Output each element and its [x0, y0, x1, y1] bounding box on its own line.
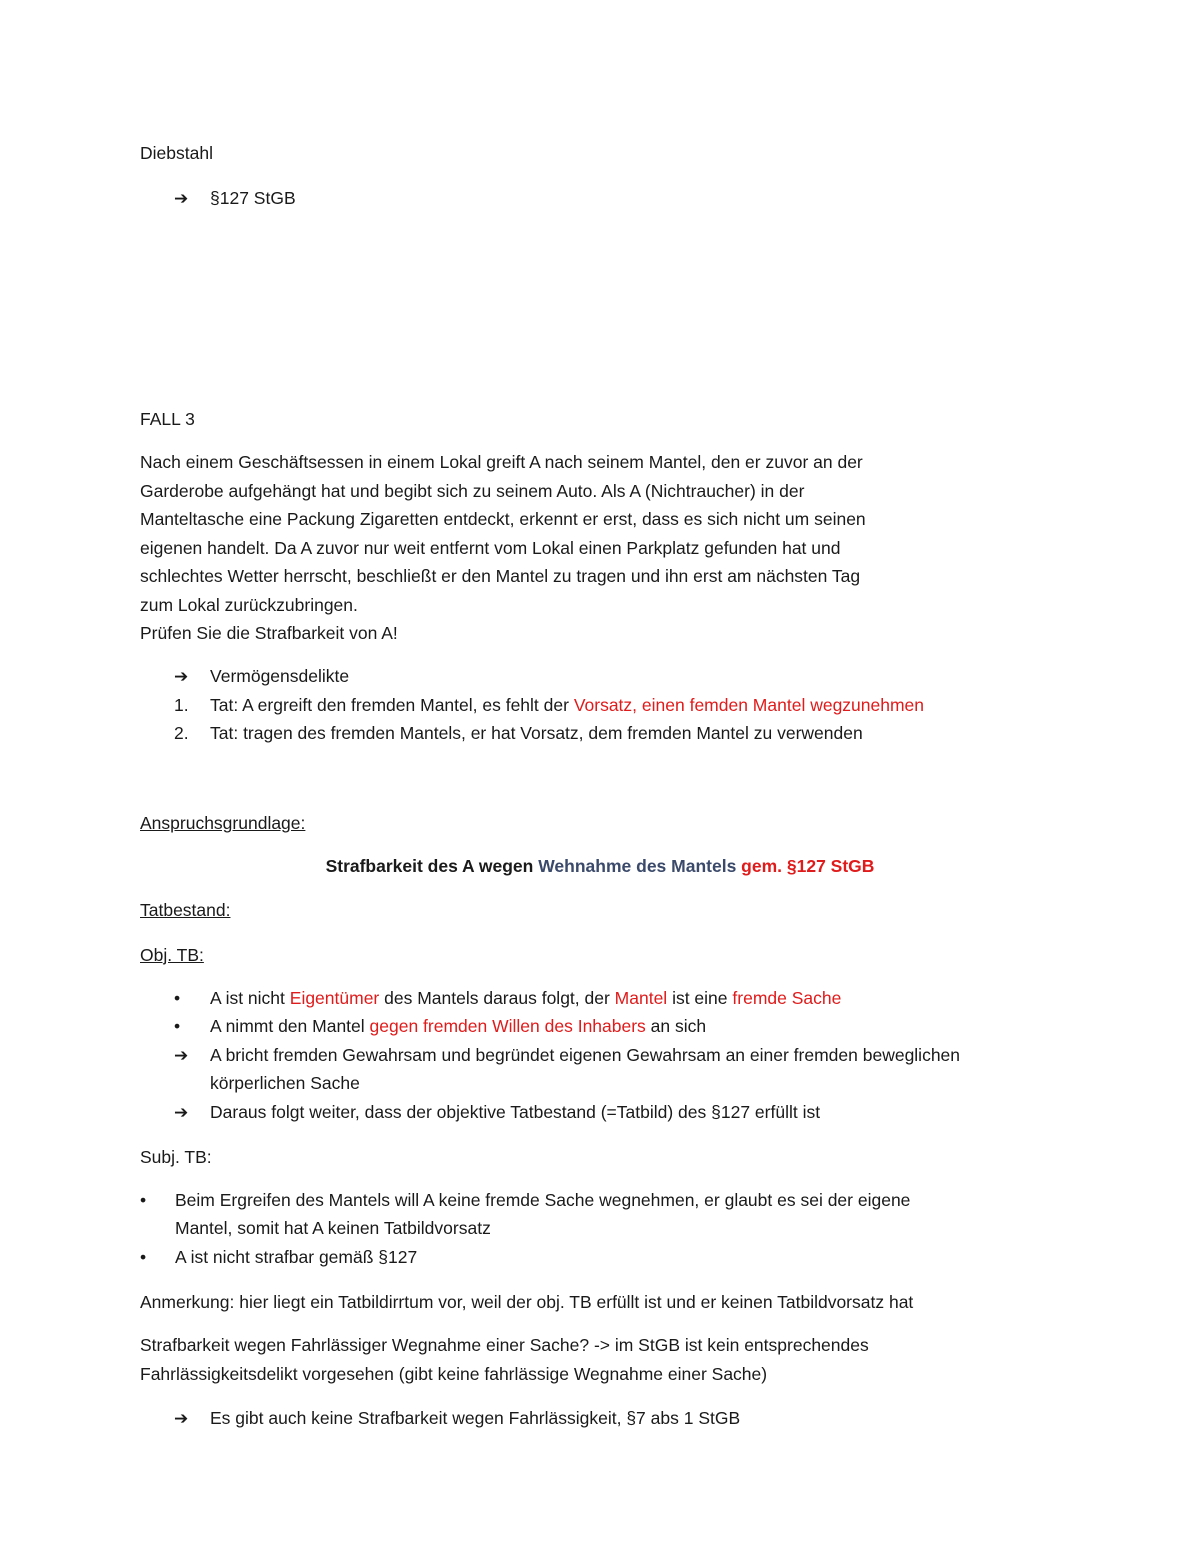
red-span: gegen fremden Willen des Inhabers — [369, 1016, 646, 1036]
fahrlaessig-line1: Strafbarkeit wegen Fahrlässiger Wegnahme einer Sache? -> im StGB ist kein entsprechendes — [140, 1335, 869, 1355]
final-arrow-item: Es gibt auch keine Strafbarkeit wegen Fahrlässigkeit, §7 abs 1 StGB — [210, 1408, 741, 1428]
arrow-right-icon: ➔ — [174, 1103, 189, 1122]
obj-tb-label: Obj. TB: — [140, 945, 204, 965]
heading-part1: Strafbarkeit des A wegen — [325, 856, 539, 876]
list-item-tat2: Tat: tragen des fremden Mantels, er hat Vorsatz, dem fremden Mantel zu verwenden — [210, 723, 863, 743]
text-span: A ist nicht — [210, 988, 290, 1008]
arrow-item-delikte: Vermögensdelikte — [210, 666, 350, 686]
subj-tb-label: Subj. TB: — [140, 1147, 212, 1167]
case-text-line: Garderobe aufgehängt hat und begibt sich zu seinem Auto. Als A (Nichtraucher) in der — [140, 481, 805, 501]
case-title: FALL 3 — [140, 409, 195, 429]
fahrlaessig-line2: Fahrlässigkeitsdelikt vorgesehen (gibt keine fahrlässige Wegnahme einer Sache) — [140, 1364, 768, 1384]
bullet-icon: • — [174, 988, 181, 1008]
anmerkung: Anmerkung: hier liegt ein Tatbildirrtum vor, weil der obj. TB erfüllt ist und er keinen Tatbildvorsatz hat — [140, 1292, 914, 1312]
arrow-right-icon: ➔ — [174, 1046, 189, 1065]
subj-bullet-1-line1: Beim Ergreifen des Mantels will A keine fremde Sache wegnehmen, er glaubt es sei der eigene — [175, 1190, 911, 1210]
case-text-line: Manteltasche eine Packung Zigaretten entdeckt, erkennt er erst, dass es sich nicht um seinen — [140, 509, 866, 529]
case-text-line: schlechtes Wetter herrscht, beschließt er den Mantel zu tragen und ihn erst am nächsten Tag — [140, 566, 861, 586]
section-heading — [0, 855, 1200, 877]
red-span: Eigentümer — [289, 988, 380, 1008]
arrow-right-icon: ➔ — [174, 1409, 189, 1428]
arrow-right-icon: ➔ — [174, 667, 189, 686]
red-span: Mantel — [614, 988, 668, 1008]
list-item-tat1 — [210, 694, 924, 716]
obj-bullet-1 — [210, 987, 841, 1009]
obj-bullet-2 — [210, 1015, 706, 1037]
arrow-right-icon: ➔ — [174, 189, 189, 208]
text-span: an sich — [645, 1016, 707, 1036]
doc-title: Diebstahl — [140, 143, 213, 163]
obj-arrow-1-line2: körperlichen Sache — [210, 1073, 360, 1093]
case-text-line: Nach einem Geschäftsessen in einem Lokal greift A nach seinem Mantel, den er zuvor an der — [140, 452, 863, 472]
subj-bullet-1-line2: Mantel, somit hat A keinen Tatbildvorsatz — [175, 1218, 491, 1238]
tat1-text: Tat: A ergreift den fremden Mantel, es fehlt der — [210, 695, 574, 715]
case-text-line: eigenen handelt. Da A zuvor nur weit entfernt vom Lokal einen Parkplatz gefunden hat und — [140, 538, 841, 558]
text-span: A nimmt den Mantel — [210, 1016, 370, 1036]
list-number: 1. — [174, 695, 189, 715]
case-task: Prüfen Sie die Strafbarkeit von A! — [140, 623, 398, 643]
text-span: ist eine — [667, 988, 733, 1008]
obj-arrow-1-line1: A bricht fremden Gewahrsam und begründet eigenen Gewahrsam an einer fremden beweglichen — [210, 1045, 961, 1065]
tatbestand-label: Tatbestand: — [140, 900, 231, 920]
bullet-icon: • — [140, 1190, 147, 1210]
red-span: fremde Sache — [732, 988, 842, 1008]
bullet-icon: • — [174, 1016, 181, 1036]
obj-arrow-2: Daraus folgt weiter, dass der objektive Tatbestand (=Tatbild) des §127 erfüllt ist — [210, 1102, 821, 1122]
tat1-red-text: Vorsatz, einen femden Mantel wegzunehmen — [573, 695, 925, 715]
list-number: 2. — [174, 723, 189, 743]
heading-part2: Wehnahme des Mantels — [538, 856, 737, 876]
title-reference: §127 StGB — [210, 188, 296, 208]
case-text-line: zum Lokal zurückzubringen. — [140, 595, 358, 615]
subj-bullet-2: A ist nicht strafbar gemäß §127 — [175, 1247, 418, 1267]
text-span: des Mantels daraus folgt, der — [379, 988, 615, 1008]
anspruch-label: Anspruchsgrundlage: — [140, 813, 306, 833]
bullet-icon: • — [140, 1247, 147, 1267]
heading-part3: gem. §127 StGB — [736, 856, 875, 876]
